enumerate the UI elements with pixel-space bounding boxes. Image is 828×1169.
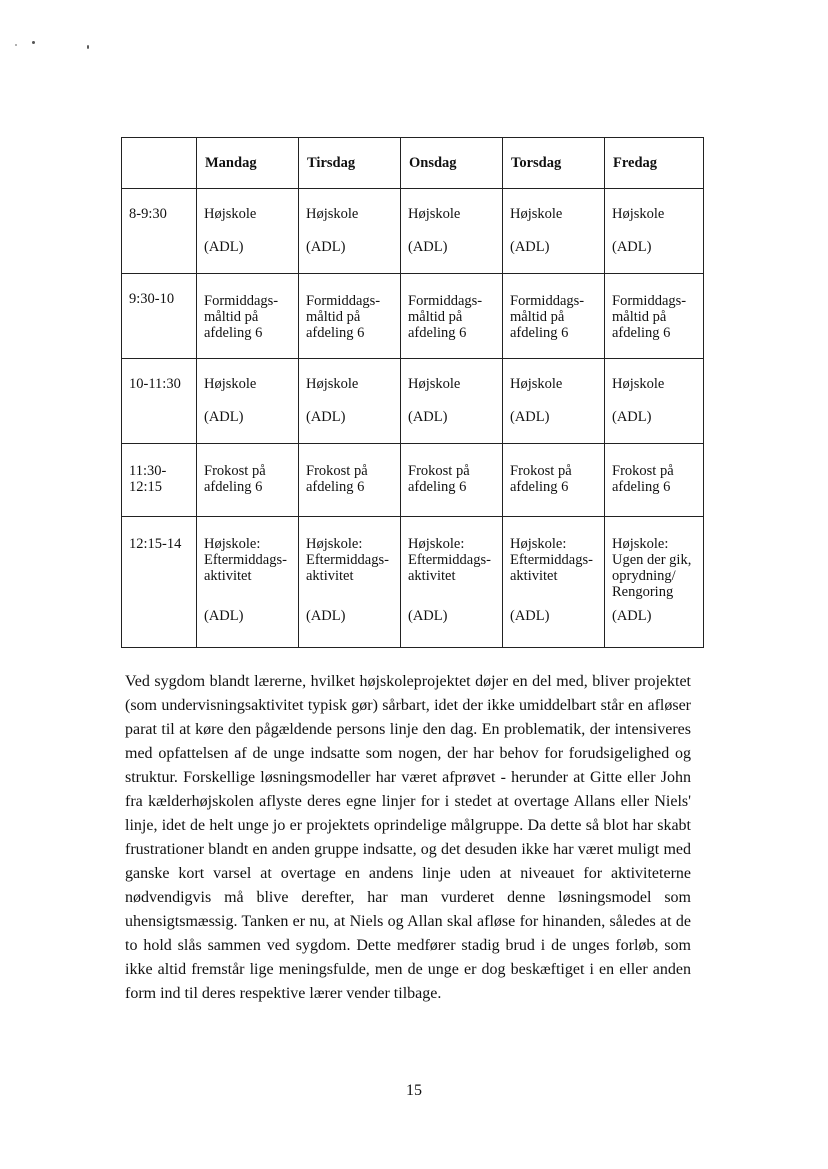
header-day: Fredag bbox=[605, 138, 704, 189]
activity-cell bbox=[401, 274, 503, 359]
activity-label: Formiddags- måltid på afdeling 6 bbox=[510, 293, 585, 341]
activity-cell bbox=[299, 359, 401, 444]
header-row bbox=[122, 138, 704, 189]
time-cell bbox=[122, 359, 197, 444]
activity-cell bbox=[197, 189, 299, 274]
table-row bbox=[122, 444, 704, 517]
time-label: 8-9:30 bbox=[129, 206, 167, 222]
activity-label: Højskole bbox=[204, 376, 257, 392]
activity-code: (ADL) bbox=[306, 409, 346, 425]
header-day: Tirsdag bbox=[299, 138, 401, 189]
activity-cell bbox=[605, 517, 704, 648]
activity-code: (ADL) bbox=[408, 608, 448, 624]
activity-label: Formiddags- måltid på afdeling 6 bbox=[204, 293, 279, 341]
activity-label: Højskole: Eftermiddags- aktivitet bbox=[306, 536, 389, 584]
activity-cell bbox=[401, 359, 503, 444]
header-empty-cell bbox=[122, 138, 197, 189]
activity-code: (ADL) bbox=[510, 239, 550, 255]
activity-label: Formiddags- måltid på afdeling 6 bbox=[612, 293, 687, 341]
time-label: 12:15-14 bbox=[129, 536, 182, 552]
activity-label: Højskole bbox=[204, 206, 257, 222]
header-day: Onsdag bbox=[401, 138, 503, 189]
activity-code: (ADL) bbox=[612, 409, 652, 425]
activity-cell bbox=[299, 444, 401, 517]
header-day: Torsdag bbox=[503, 138, 605, 189]
activity-label: Højskole bbox=[510, 376, 563, 392]
activity-label: Frokost på afdeling 6 bbox=[510, 463, 572, 495]
time-label: 9:30-10 bbox=[129, 291, 175, 307]
activity-label: Frokost på afdeling 6 bbox=[204, 463, 266, 495]
scan-speck bbox=[32, 41, 35, 44]
activity-label: Højskole bbox=[612, 376, 665, 392]
weekly-schedule-table bbox=[121, 137, 704, 648]
activity-cell bbox=[605, 189, 704, 274]
header-day: Mandag bbox=[197, 138, 299, 189]
activity-cell bbox=[299, 517, 401, 648]
activity-code: (ADL) bbox=[408, 409, 448, 425]
scan-speck bbox=[15, 44, 17, 46]
activity-code: (ADL) bbox=[510, 409, 550, 425]
activity-label: Højskole: Ugen der gik, oprydning/ Rengoring bbox=[612, 536, 692, 600]
activity-cell bbox=[401, 444, 503, 517]
activity-code: (ADL) bbox=[204, 409, 244, 425]
activity-cell bbox=[503, 517, 605, 648]
activity-cell bbox=[197, 359, 299, 444]
activity-label: Højskole bbox=[306, 206, 359, 222]
activity-label: Frokost på afdeling 6 bbox=[306, 463, 368, 495]
activity-cell bbox=[503, 444, 605, 517]
activity-code: (ADL) bbox=[510, 608, 550, 624]
time-cell bbox=[122, 517, 197, 648]
scan-speck bbox=[87, 45, 89, 49]
activity-label: Højskole bbox=[408, 206, 461, 222]
table-row bbox=[122, 359, 704, 444]
activity-cell bbox=[503, 359, 605, 444]
activity-cell bbox=[197, 517, 299, 648]
activity-label: Frokost på afdeling 6 bbox=[612, 463, 674, 495]
activity-cell bbox=[503, 274, 605, 359]
activity-code: (ADL) bbox=[306, 608, 346, 624]
table-row bbox=[122, 517, 704, 648]
activity-cell bbox=[197, 274, 299, 359]
activity-label: Formiddags- måltid på afdeling 6 bbox=[408, 293, 483, 341]
activity-cell bbox=[401, 189, 503, 274]
activity-label: Højskole: Eftermiddags- aktivitet bbox=[408, 536, 491, 584]
activity-cell bbox=[605, 274, 704, 359]
table-row bbox=[122, 274, 704, 359]
activity-label: Frokost på afdeling 6 bbox=[408, 463, 470, 495]
activity-cell bbox=[503, 189, 605, 274]
activity-label: Højskole: Eftermiddags- aktivitet bbox=[510, 536, 593, 584]
time-cell bbox=[122, 274, 197, 359]
activity-cell bbox=[299, 274, 401, 359]
activity-label: Højskole: Eftermiddags- aktivitet bbox=[204, 536, 287, 584]
activity-code: (ADL) bbox=[204, 608, 244, 624]
body-paragraph: Ved sygdom blandt lærerne, hvilket højskoleprojektet døjer en del med, bliver projektet (som undervisningsaktivitet typisk gør) sårbart, idet der ikke umiddelbart står en afløser parat til at køre den pågældende persons linje den dag. En problematik, der intensiveres med opfattelsen af de unge indsatte som nogen, der har behov for forudsigelighed og struktur. Forskellige løsningsmodeller har været afprøvet - herunder at Gitte eller John fra kælderhøjskolen aflyste deres egne linjer for i stedet at overtage Allans eller Niels' linje, idet de helt unge jo er projektets oprindelige målgruppe. Da dette så blot har skabt frustrationer blandt en anden gruppe indsatte, og det desuden ikke har været muligt med ganske kort varsel at overtage en andens linje uden at niveauet for aktiviteterne nødvendigvis må blive derefter, har man vurderet denne løsningsmodel som uhensigtsmæssig. Tanken er nu, at Niels og Allan skal afløse for hinanden, således at de to hold slås sammen ved sygdom. Dette medfører stadig brud i de unges forløb, som ikke altid fremstår lige meningsfulde, men de unge er dog beskæftiget i en eller anden form ind til deres respektive lærer vender tilbage. bbox=[125, 673, 691, 1002]
activity-label: Højskole bbox=[408, 376, 461, 392]
activity-label: Højskole bbox=[612, 206, 665, 222]
activity-code: (ADL) bbox=[612, 239, 652, 255]
activity-cell bbox=[605, 444, 704, 517]
time-cell bbox=[122, 189, 197, 274]
activity-cell bbox=[197, 444, 299, 517]
activity-label: Højskole bbox=[306, 376, 359, 392]
page-number: 15 bbox=[406, 1082, 422, 1099]
time-label: 11:30- 12:15 bbox=[129, 463, 167, 495]
activity-cell bbox=[401, 517, 503, 648]
activity-code: (ADL) bbox=[306, 239, 346, 255]
activity-label: Højskole bbox=[510, 206, 563, 222]
time-cell bbox=[122, 444, 197, 517]
table-row bbox=[122, 189, 704, 274]
activity-label: Formiddags- måltid på afdeling 6 bbox=[306, 293, 381, 341]
activity-cell bbox=[605, 359, 704, 444]
activity-cell bbox=[299, 189, 401, 274]
activity-code: (ADL) bbox=[408, 239, 448, 255]
activity-code: (ADL) bbox=[204, 239, 244, 255]
time-label: 10-11:30 bbox=[129, 376, 181, 392]
activity-code: (ADL) bbox=[612, 608, 652, 624]
